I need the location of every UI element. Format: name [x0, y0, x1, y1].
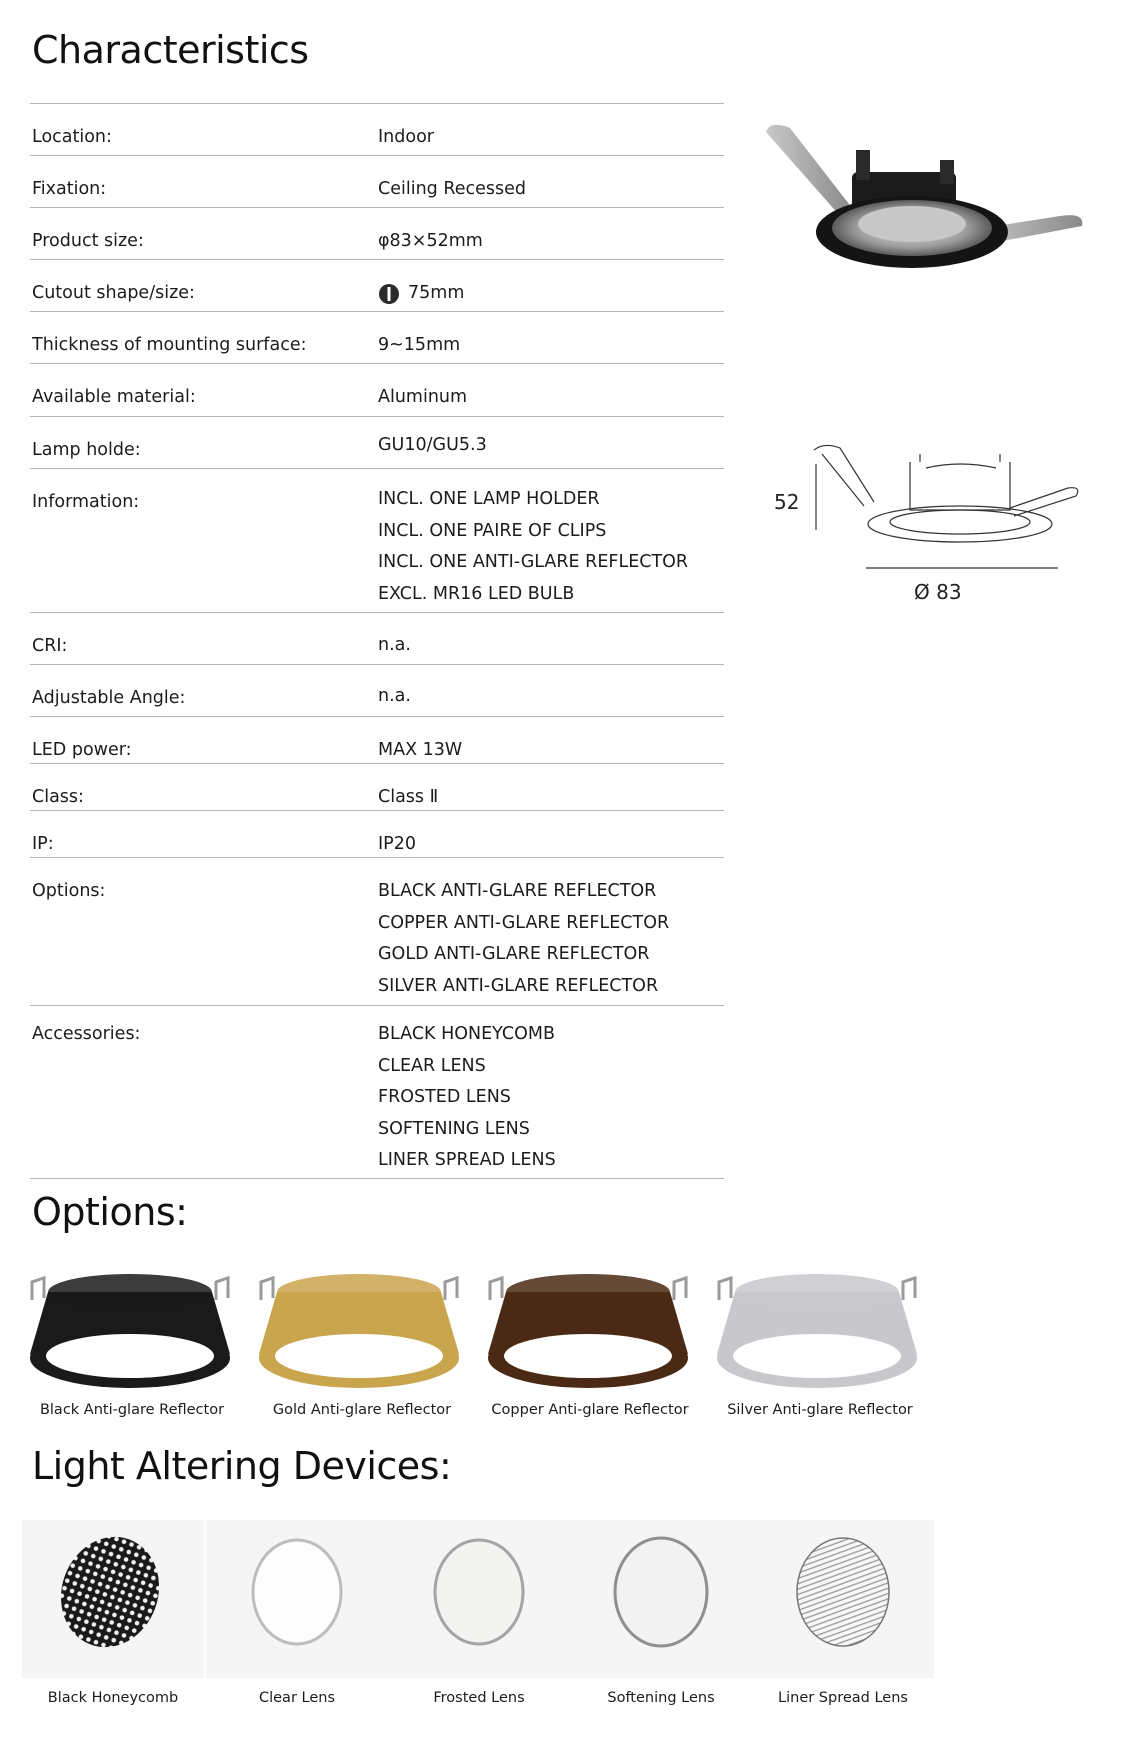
accessory-item: FROSTED LENS — [378, 1087, 511, 1107]
divider — [30, 612, 724, 613]
thickness-value: 9~15mm — [378, 335, 461, 355]
lamp-holder-label: Lamp holde: — [32, 440, 141, 460]
device-caption-frosted: Frosted Lens — [433, 1690, 525, 1706]
divider — [30, 664, 724, 665]
diameter-dimension-label: Ø 83 — [914, 580, 962, 604]
class-label: Class: — [32, 787, 84, 807]
information-item: EXCL. MR16 LED BULB — [378, 583, 575, 604]
divider — [30, 468, 724, 469]
angle-value: n.a. — [378, 686, 411, 706]
location-value: Indoor — [378, 127, 434, 147]
frosted-lens-image-box — [388, 1520, 570, 1678]
round-cutout-icon — [378, 283, 400, 305]
divider — [30, 207, 724, 208]
reflector-copper-image — [488, 1274, 688, 1388]
lamp-holder-value: GU10/GU5.3 — [378, 435, 487, 455]
cutout-label: Cutout shape/size: — [32, 283, 195, 303]
honeycomb-icon — [22, 1520, 204, 1678]
option-caption-copper: Copper Anti-glare Reflector — [491, 1402, 689, 1418]
accessory-item: SOFTENING LENS — [378, 1118, 530, 1139]
divider — [30, 363, 724, 364]
location-label: Location: — [32, 127, 112, 147]
cutout-value: 75mm — [378, 278, 464, 310]
device-caption-softening: Softening Lens — [607, 1690, 715, 1706]
led-power-value: MAX 13W — [378, 740, 463, 760]
thickness-label: Thickness of mounting surface: — [32, 335, 307, 355]
product-size-label: Product size: — [32, 231, 144, 251]
option-item: GOLD ANTI-GLARE REFLECTOR — [378, 944, 650, 964]
options-title: Options: — [32, 1190, 188, 1234]
material-value: Aluminum — [378, 387, 468, 407]
liner-spread-lens-icon — [752, 1520, 934, 1678]
dimension-drawing — [770, 440, 1090, 580]
information-item: INCL. ONE LAMP HOLDER — [378, 489, 600, 509]
reflector-options-images — [20, 1264, 940, 1392]
information-item: INCL. ONE PAIRE OF CLIPS — [378, 520, 607, 541]
options-label: Options: — [32, 881, 106, 901]
device-caption-clear: Clear Lens — [258, 1690, 336, 1706]
divider — [30, 1178, 724, 1179]
led-power-label: LED power: — [32, 740, 132, 760]
reflector-silver-image — [717, 1274, 917, 1388]
divider — [30, 259, 724, 260]
softening-lens-icon — [570, 1520, 752, 1678]
information-values — [378, 484, 688, 610]
information-label: Information: — [32, 492, 140, 512]
option-item: COPPER ANTI-GLARE REFLECTOR — [378, 912, 670, 933]
softening-lens-image-box — [570, 1520, 752, 1678]
product-size-value: φ83×52mm — [378, 231, 483, 251]
product-render-image — [760, 120, 1100, 320]
honeycomb-image-box — [22, 1520, 204, 1678]
divider — [30, 416, 724, 417]
angle-label: Adjustable Angle: — [32, 688, 186, 708]
frosted-lens-icon — [388, 1520, 570, 1678]
class-value: Class Ⅱ — [378, 787, 439, 807]
characteristics-title: Characteristics — [32, 28, 309, 72]
fixation-value: Ceiling Recessed — [378, 179, 526, 199]
divider — [30, 857, 724, 858]
ip-label: IP: — [32, 834, 54, 854]
reflector-gold-image — [259, 1274, 459, 1388]
devices-title: Light Altering Devices: — [32, 1444, 452, 1488]
accessory-item: CLEAR LENS — [378, 1055, 486, 1076]
accessories-values — [378, 1019, 556, 1177]
divider — [30, 1005, 724, 1006]
option-item: BLACK ANTI-GLARE REFLECTOR — [378, 881, 657, 901]
liner-spread-lens-image-box — [752, 1520, 934, 1678]
accessory-item: BLACK HONEYCOMB — [378, 1024, 555, 1044]
divider — [30, 716, 724, 717]
device-caption-liner-spread: Liner Spread Lens — [778, 1690, 908, 1706]
ip-value: IP20 — [378, 834, 416, 854]
divider — [30, 155, 724, 156]
option-caption-black: Black Anti-glare Reflector — [39, 1402, 225, 1418]
option-item: SILVER ANTI-GLARE REFLECTOR — [378, 975, 659, 996]
option-caption-silver: Silver Anti-glare Reflector — [727, 1402, 913, 1418]
clear-lens-image-box — [206, 1520, 388, 1678]
clear-lens-icon — [206, 1520, 388, 1678]
cri-label: CRI: — [32, 636, 68, 656]
divider — [30, 311, 724, 312]
material-label: Available material: — [32, 387, 196, 407]
cri-value: n.a. — [378, 635, 411, 655]
device-caption-honeycomb: Black Honeycomb — [47, 1690, 179, 1706]
option-caption-gold: Gold Anti-glare Reflector — [272, 1402, 452, 1418]
fixation-label: Fixation: — [32, 179, 107, 199]
reflector-black-image — [30, 1274, 230, 1388]
information-item: INCL. ONE ANTI-GLARE REFLECTOR — [378, 552, 689, 572]
height-dimension-label: 52 — [774, 490, 800, 514]
divider — [30, 810, 724, 811]
options-values — [378, 876, 669, 1002]
accessories-label: Accessories: — [32, 1024, 141, 1044]
accessory-item: LINER SPREAD LENS — [378, 1150, 556, 1170]
divider — [30, 103, 724, 104]
divider — [30, 763, 724, 764]
